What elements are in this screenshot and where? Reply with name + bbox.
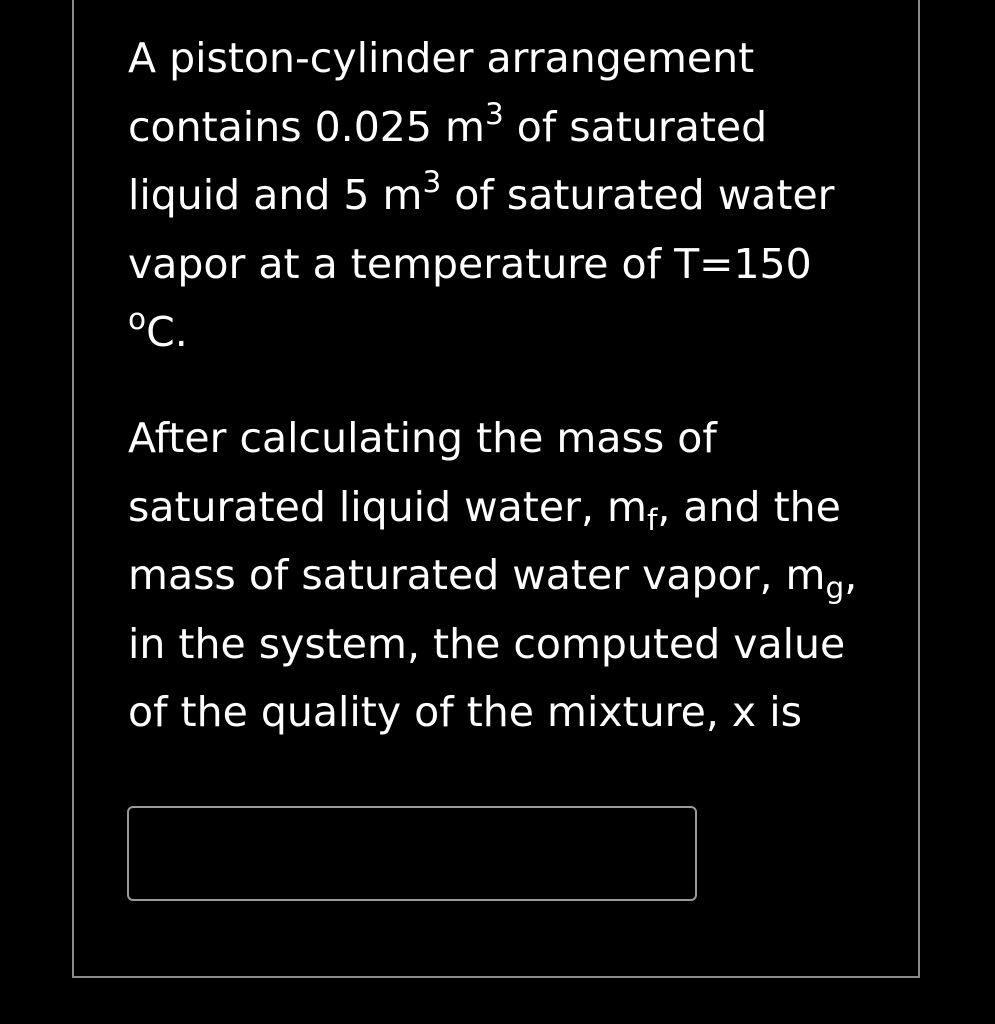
question-panel <box>72 0 920 978</box>
answer-input[interactable] <box>127 806 697 901</box>
exponent: 3 <box>484 96 504 131</box>
subscript: g <box>825 571 845 606</box>
question-text <box>128 24 868 747</box>
exponent: 3 <box>422 165 442 200</box>
problem-statement: A piston-cylinder arrangement contains 0.025 $m^3$ of saturated liquid and 5 $m^3$ of saturated water vapor at a temperature of T=150 $^o$C. <box>128 34 835 357</box>
subscript: f <box>646 502 658 537</box>
degree-symbol: o <box>128 302 147 337</box>
question-prompt: After calculating the mass of saturated liquid water, $m_f$, and the mass of saturated water vapor, $m_g$, in the system, the computed value of the quality of the mixture, x is <box>128 413 858 737</box>
